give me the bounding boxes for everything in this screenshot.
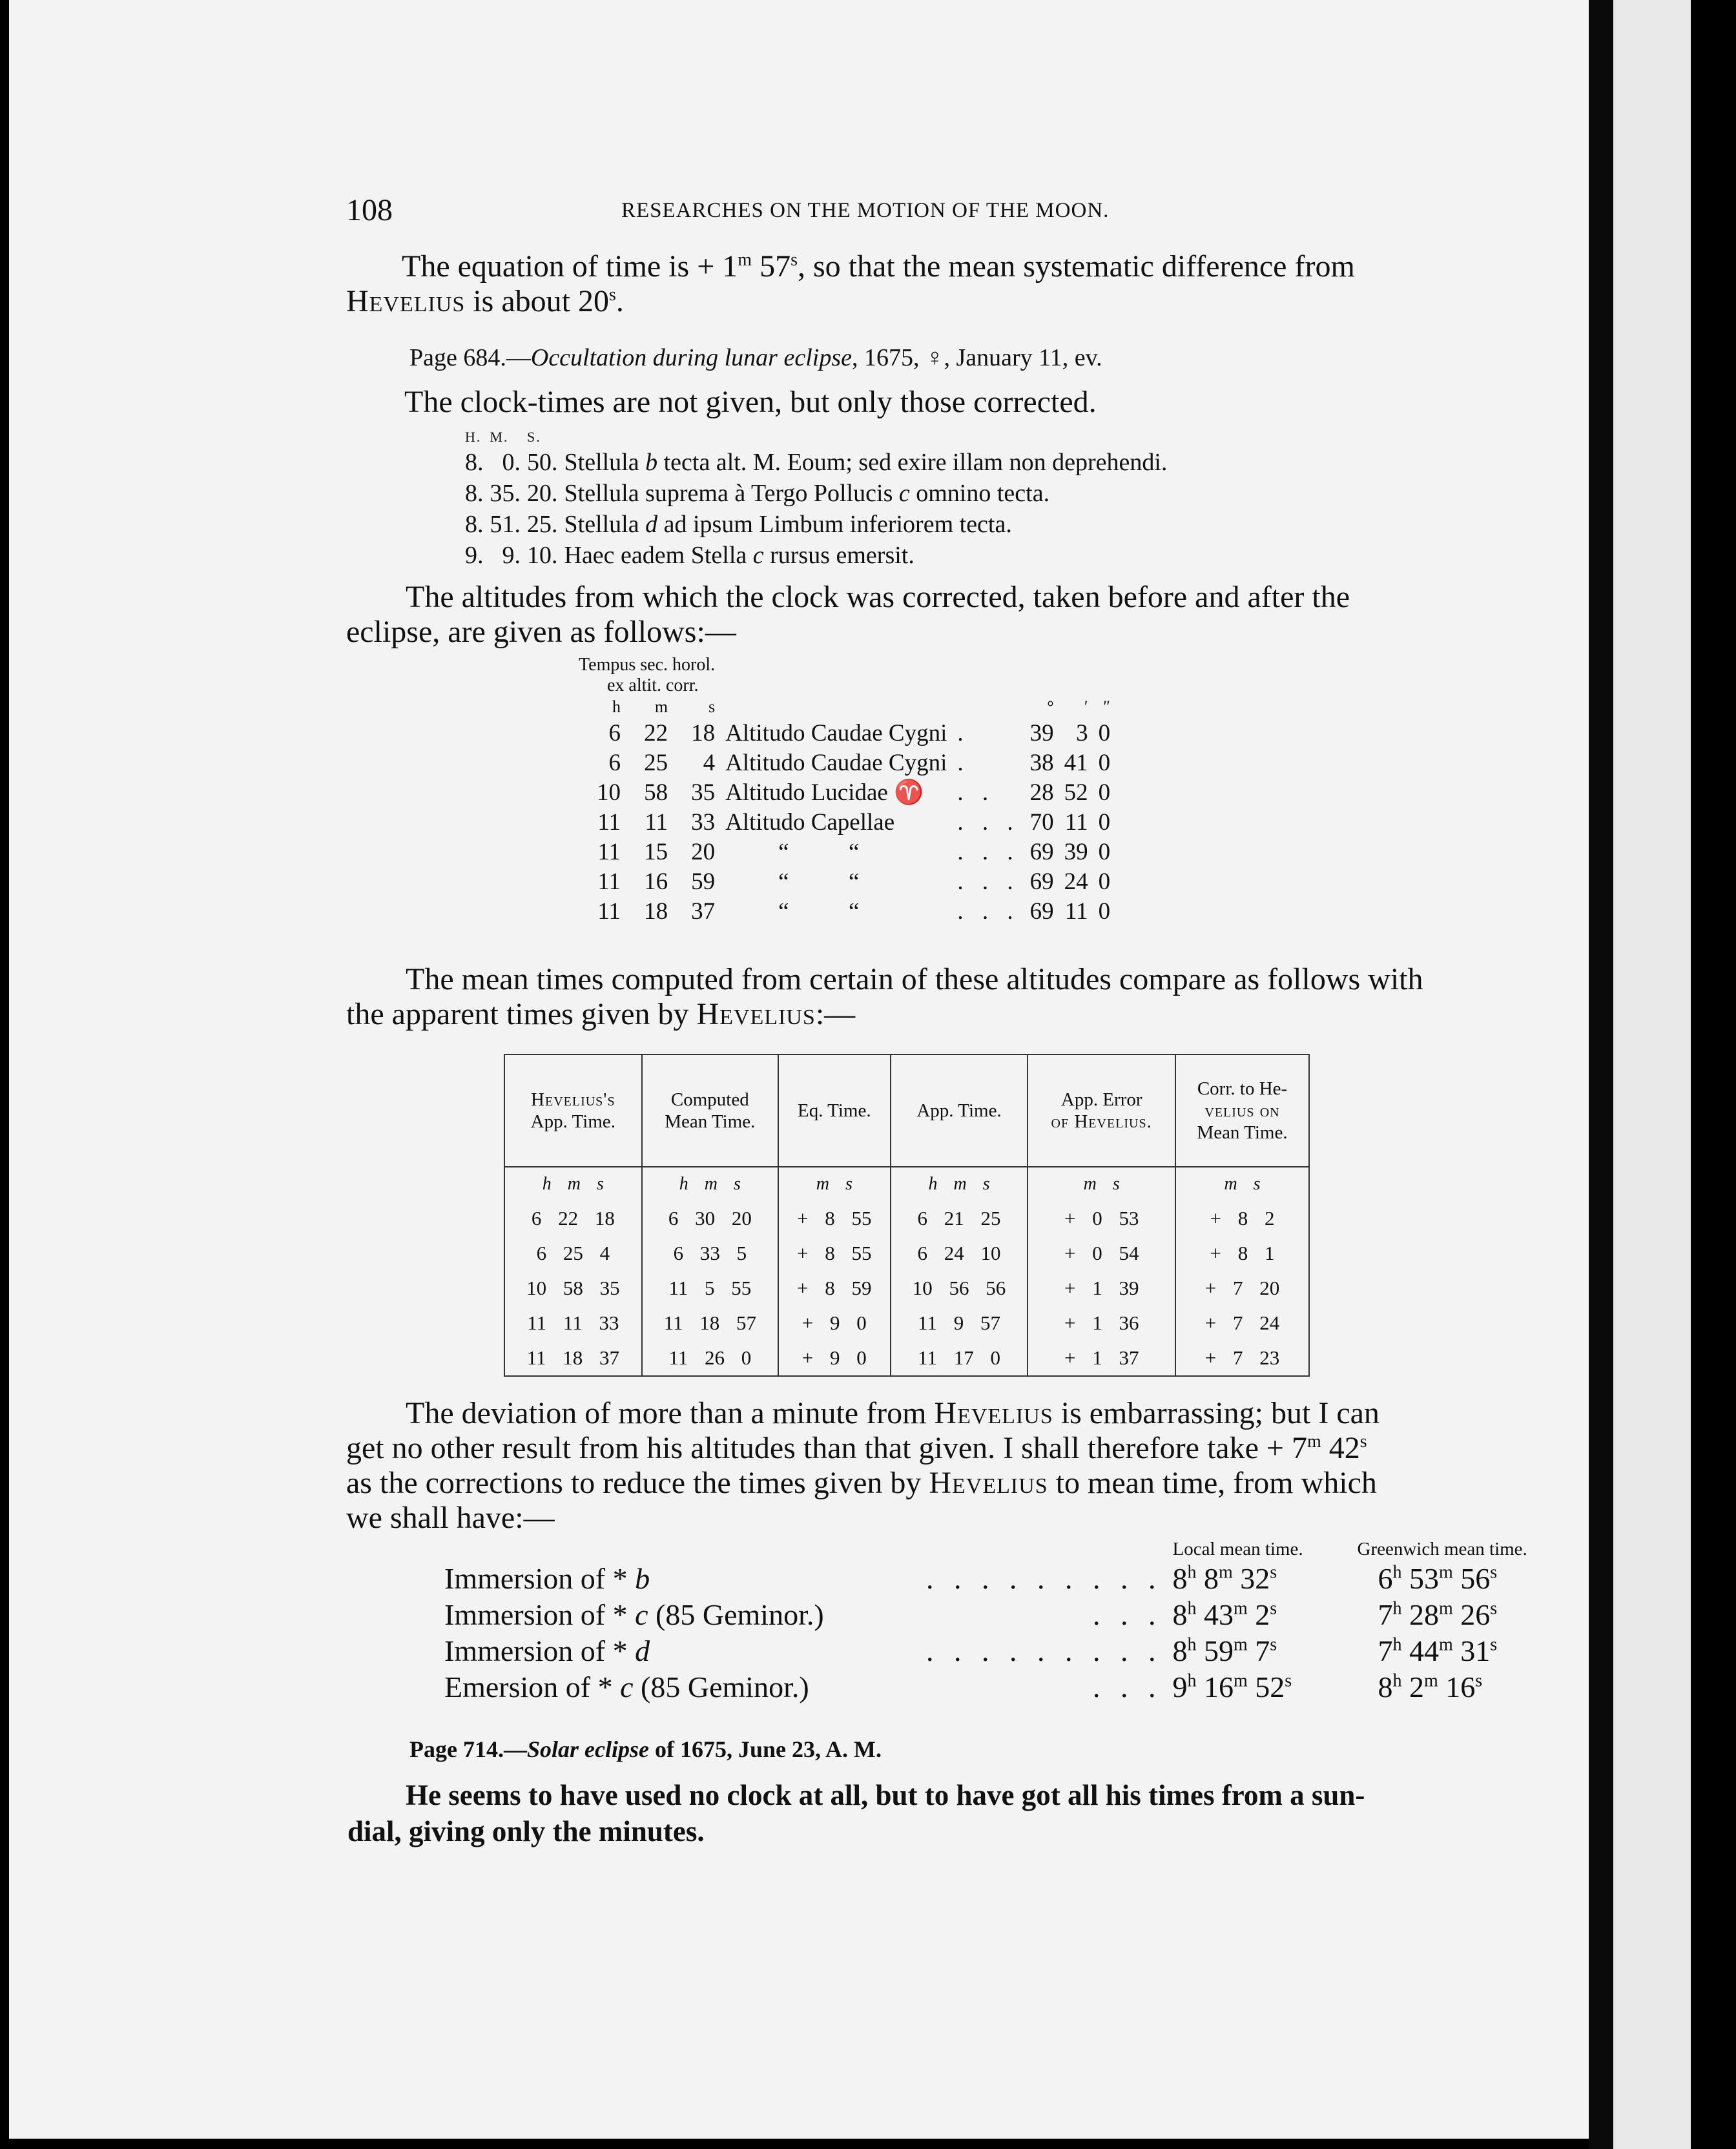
- paragraph-clock-times: The clock-times are not given, but only those corrected.: [404, 385, 1097, 419]
- occultation-row: 9. 9. 10. Haec eadem Stella c rursus emersit.: [465, 542, 914, 569]
- altitude-row: 10 58 35 Altitudo Lucidae ♈ . . 28 52 0: [597, 779, 1111, 806]
- occultation-row: 8. 51. 25. Stellula d ad ipsum Limbum inferiorem tecta.: [465, 511, 1012, 538]
- binding-shadow: [1589, 0, 1613, 2149]
- altitudes-units: h m s ° ′ ″: [612, 697, 1111, 716]
- mean-times-row: 6 22 18 6 30 20 + 8 55 6 21 25 + 0 53 + 8 2: [504, 1201, 1309, 1236]
- altitudes-head-1: Tempus sec. horol.: [579, 655, 716, 675]
- paragraph-altitudes: The altitudes from which the clock was corrected, taken before and after the eclipse, are given as follows:—: [346, 580, 1350, 649]
- mean-times-table: [504, 1054, 1310, 1377]
- adjacent-page-edge: [1613, 0, 1691, 2149]
- occultation-row: 8. 0. 50. Stellula b tecta alt. M. Eoum; sed exire illam non deprehendi.: [465, 449, 1168, 476]
- immersion-row: Immersion of * c (85 Geminor.) . . . 8$^h$ 43$^m$ 2$^s$ 7$^h$ 28$^m$ 26$^s$: [444, 1598, 1498, 1631]
- mean-times-row: 10 58 35 11 5 55 + 8 59 10 56 56 + 1 39 + 7 20: [504, 1271, 1309, 1306]
- mean-times-row: 6 25 4 6 33 5 + 8 55 6 24 10 + 0 54 + 8 1: [504, 1236, 1309, 1271]
- para1-line2: Hevelius is about 20$^s$.: [346, 284, 624, 318]
- mean-times-units: h m s h m s m s h m s m s m s: [504, 1167, 1309, 1201]
- paragraph-deviation: The deviation of more than a minute from Hevelius is embarrassing; but I can get no other result from his altitudes than that given. I shall therefore take + $7^m$ 42$^s$ as the corrections to reduce the times given by Hevelius to mean time, from which we shall have:—: [346, 1396, 1380, 1535]
- occultation-row: 8. 35. 20. Stellula suprema à Tergo Pollucis c omnino tecta.: [465, 480, 1050, 507]
- immersion-header: Local mean time. Greenwich mean time.: [1172, 1538, 1527, 1559]
- immersion-row: Emersion of * c (85 Geminor.) . . . 9$^h$ 16$^m$ 52$^s$ 8$^h$ 2$^m$ 16$^s$: [444, 1670, 1483, 1703]
- altitude-row: 11 11 33 Altitudo Capellae . . . 70 11 0: [597, 808, 1111, 836]
- scan-border: [1691, 0, 1736, 2149]
- page-684-heading: Page 684.—Occultation during lunar eclipse, 1675, ♀, January 11, ev.: [409, 344, 1102, 371]
- altitude-row: 11 18 37 “ “ . . . 69 11 0: [597, 898, 1111, 925]
- occultation-table: [465, 427, 1173, 571]
- paragraph-equation-of-time: [346, 249, 1355, 319]
- paragraph-mean-times: The mean times computed from certain of these altitudes compare as follows with the apparent times given by Hevelius:—: [346, 962, 1423, 1031]
- para1-line1: The equation of time is + $1^m$ 57$^s$, so that the mean systematic difference from: [402, 249, 1355, 283]
- occultation-header: H. M. S.: [465, 429, 541, 445]
- page-714-heading: Page 714.—Solar eclipse of 1675, June 23, A. M.: [409, 1736, 882, 1762]
- paragraph-sundial: He seems to have used no clock at all, but to have got all his times from a sun- dial, giving only the minutes.: [347, 1779, 1365, 1847]
- page-number: 108: [346, 193, 393, 227]
- altitude-row: 6 25 4 Altitudo Caudae Cygni . 38 41 0: [608, 749, 1111, 776]
- altitudes-head-2: ex altit. corr.: [607, 675, 699, 695]
- immersion-row: Immersion of * d . . . . . . . . . 8$^h$ 59$^m$ 7$^s$ 7$^h$ 44$^m$ 31$^s$: [444, 1634, 1498, 1667]
- running-title: RESEARCHES ON THE MOTION OF THE MOON.: [621, 199, 1110, 222]
- immersion-table: [439, 1538, 1533, 1705]
- altitude-row: 11 15 20 “ “ . . . 69 39 0: [597, 838, 1111, 865]
- mean-times-row: 11 11 33 11 18 57 + 9 0 11 9 57 + 1 36 + 7 24: [504, 1306, 1309, 1341]
- altitudes-table: [579, 655, 1115, 926]
- mean-times-row: 11 18 37 11 26 0 + 9 0 11 17 0 + 1 37 + 7 23: [504, 1341, 1309, 1376]
- mean-times-header: Hevelius's App. Time. Computed Mean Time. Eq. Time. App. Time. App. Error of Hevelius. Corr. to He- velius on Mean Time.: [504, 1054, 1309, 1167]
- immersion-row: Immersion of * b . . . . . . . . . 8$^h$ 8$^m$ 32$^s$ 6$^h$ 53$^m$ 56$^s$: [444, 1561, 1498, 1595]
- altitude-row: 11 16 59 “ “ . . . 69 24 0: [597, 868, 1111, 895]
- altitude-row: 6 22 18 Altitudo Caudae Cygni . 39 3 0: [608, 719, 1111, 746]
